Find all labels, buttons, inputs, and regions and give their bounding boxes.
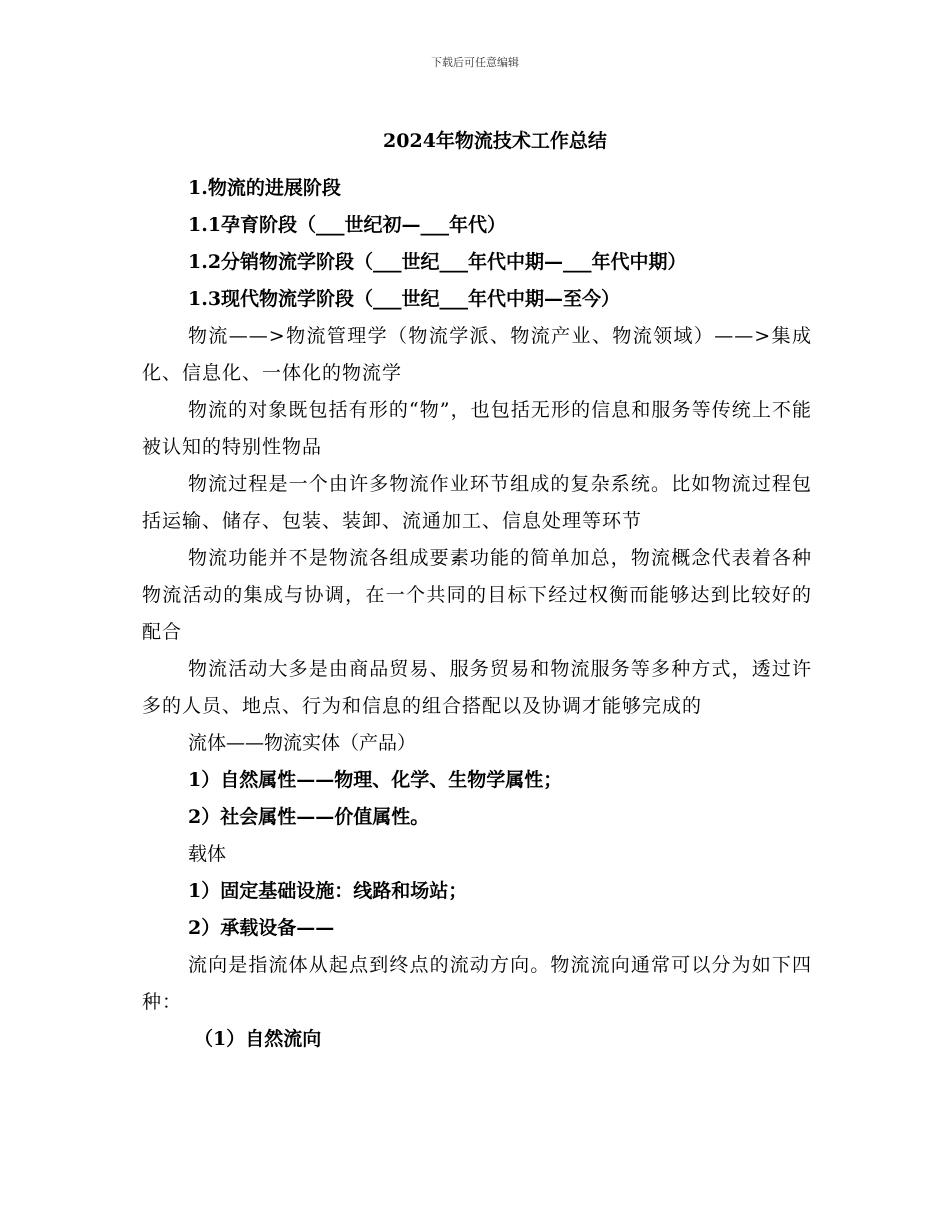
- zaiti-item-2: 2）承载设备——: [188, 917, 335, 939]
- paragraph-2: 物流的对象既包括有形的“物”，也包括无形的信息和服务等传统上不能被认知的特别性物品: [142, 399, 812, 458]
- section-heading-1: 1.物流的进展阶段: [188, 177, 341, 199]
- liuti-heading: 流体——物流实体（产品）: [188, 732, 417, 754]
- paragraph-1: 物流——>物流管理学（物流学派、物流产业、物流领域）——>集成化、信息化、一体化的物流学: [142, 325, 812, 384]
- paragraph-3: 物流过程是一个由许多物流作业环节组成的复杂系统。比如物流过程包括运输、储存、包装、装卸、流通加工、信息处理等环节: [142, 473, 812, 532]
- document-title: 2024年物流技术工作总结: [383, 130, 607, 152]
- section-heading-1-2: 1.2分销物流学阶段（___世纪___年代中期—___年代中期）: [188, 251, 687, 273]
- header-note: 下载后可任意编辑: [431, 56, 519, 69]
- liuxiang-item-1: （1）自然流向: [194, 1028, 322, 1050]
- liuxiang-paragraph: 流向是指流体从起点到终点的流动方向。物流流向通常可以分为如下四种：: [142, 954, 812, 1013]
- paragraph-5: 物流活动大多是由商品贸易、服务贸易和物流服务等多种方式，透过许多的人员、地点、行为和信息的组合搭配以及协调才能够完成的: [142, 658, 812, 717]
- paragraph-4: 物流功能并不是物流各组成要素功能的简单加总，物流概念代表着各种物流活动的集成与协调，在一个共同的目标下经过权衡而能够达到比较好的配合: [142, 547, 812, 643]
- zaiti-item-1: 1）固定基础设施：线路和场站；: [188, 880, 468, 902]
- liuti-item-1: 1）自然属性——物理、化学、生物学属性；: [188, 769, 563, 791]
- liuti-item-2: 2）社会属性——价值属性。: [188, 806, 430, 828]
- section-heading-1-3: 1.3现代物流学阶段（___世纪___年代中期—至今）: [188, 288, 621, 310]
- zaiti-heading: 载体: [188, 843, 227, 865]
- document-body: [142, 170, 812, 1058]
- section-heading-1-1: 1.1孕育阶段（___世纪初—___年代）: [188, 214, 507, 236]
